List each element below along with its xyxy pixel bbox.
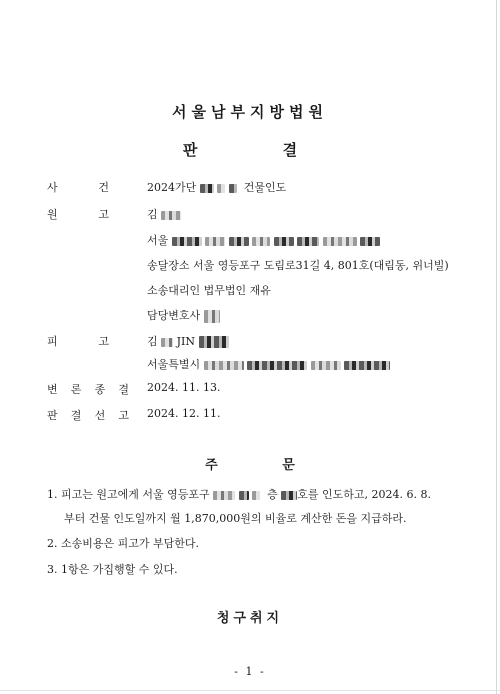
- plaintiff-counsel: 소송대리인 법무법인 재유: [147, 284, 271, 297]
- redacted-block: [252, 237, 270, 246]
- order-item-1: 1. 피고는 원고에게 서울 영등포구 층 호를 인도하고, 2024. 6. 8.: [47, 488, 431, 501]
- plaintiff-attorney: 담당변호사: [147, 307, 220, 323]
- ruling-label: 판 결 선 고: [47, 409, 129, 422]
- defendant-name: 김 JIN: [147, 333, 229, 349]
- page-number: - 1 -: [234, 665, 266, 678]
- redacted-block: [161, 211, 181, 220]
- redacted-block: [204, 361, 244, 370]
- redacted-block: [311, 361, 341, 370]
- redacted-block: [204, 310, 220, 323]
- defendant-address: 서울특별시: [147, 356, 390, 372]
- redacted-block: [205, 237, 225, 246]
- redacted-block: [252, 491, 260, 500]
- redacted-block: [247, 361, 307, 370]
- plaintiff-name: 김: [147, 206, 181, 222]
- case-name: 건물인도: [243, 181, 287, 194]
- page-edge-bottom: [0, 690, 500, 691]
- plaintiff-label: 원 고: [47, 208, 109, 221]
- redacted-block: [344, 361, 390, 370]
- hearing-close-label: 변 론 종 결: [47, 383, 129, 396]
- redacted-block: [323, 237, 357, 246]
- redacted-block: [200, 184, 214, 193]
- order-item-2: 2. 소송비용은 피고가 부담한다.: [47, 537, 199, 550]
- order-item-3: 3. 1항은 가집행할 수 있다.: [47, 563, 178, 576]
- redacted-block: [281, 491, 297, 500]
- redacted-block: [360, 237, 380, 246]
- order-heading: 주 문: [205, 458, 325, 473]
- redacted-block: [297, 237, 319, 246]
- claim-heading: 청구취지: [216, 611, 284, 626]
- redacted-block: [172, 237, 202, 246]
- redacted-block: [213, 491, 235, 500]
- redacted-block: [229, 237, 249, 246]
- plaintiff-address: 서울: [147, 232, 380, 248]
- plaintiff-service-address: 송달장소 서울 영등포구 도림로31길 4, 801호(대림동, 위너빌): [147, 259, 449, 272]
- case-label: 사 건: [47, 181, 109, 194]
- redacted-block: [199, 336, 229, 348]
- defendant-label: 피 고: [47, 335, 109, 348]
- case-number: 2024가단 건물인도: [147, 181, 287, 194]
- redacted-block: [274, 237, 294, 246]
- document-title: 판 결: [182, 141, 338, 159]
- redacted-block: [161, 338, 173, 347]
- redacted-block: [217, 184, 225, 193]
- court-name: 서울남부지방법원: [172, 103, 328, 121]
- hearing-close-date: 2024. 11. 13.: [147, 381, 221, 394]
- redacted-block: [239, 491, 249, 500]
- ruling-date: 2024. 12. 11.: [147, 407, 221, 420]
- redacted-block: [229, 184, 237, 193]
- order-item-1-continued: 부터 건물 인도일까지 월 1,870,000원의 비율로 계산한 돈을 지급하라.: [64, 512, 407, 525]
